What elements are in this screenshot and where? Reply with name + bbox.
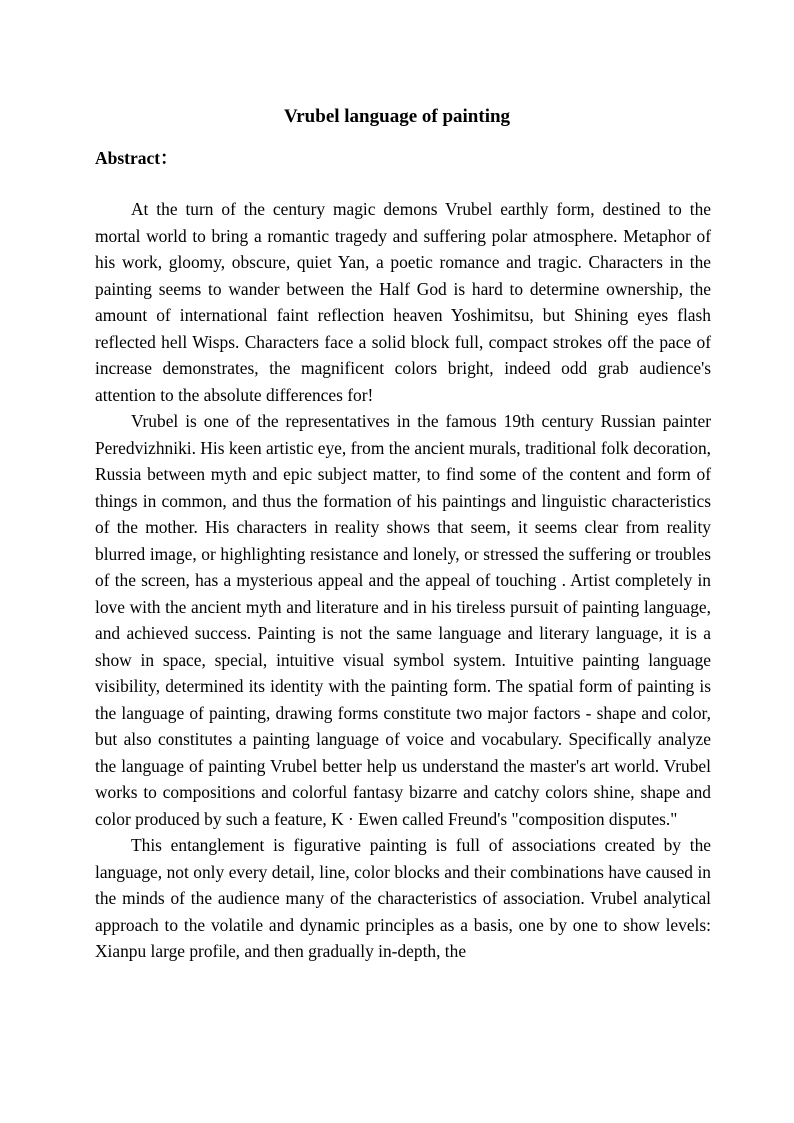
paragraph-2: Vrubel is one of the representatives in the famous 19th century Russian painter Peredvizhniki. His keen artistic eye, from the ancient murals, traditional folk decoration, Russia between myth and epic subject matter, to find some of the content and form of things in common, and thus the formation of his paintings and linguistic characteristics of the mother. His characters in reality shows that seem, it seems clear from reality blurred image, or highlighting resistance and lonely, or stressed the suffering or troubles of the screen, has a mysterious appeal and the appeal of touching . Artist completely in love with the ancient myth and literature and in his tireless pursuit of painting language, and achieved success. Painting is not the same language and literary language, it is a show in space, special, intuitive visual symbol system. Intuitive painting language visibility, determined its identity with the painting form. The spatial form of painting is the language of painting, drawing forms constitute two major factors - shape and color, but also constitutes a painting language of voice and vocabulary. Specifically analyze the language of painting Vrubel better help us understand the master's art world. Vrubel works to compositions and colorful fantasy bizarre and catchy colors shine, shape and color produced by such a feature, K · Ewen called Freund's "composition disputes." — [95, 411, 711, 829]
document-title: Vrubel language of painting — [283, 106, 511, 127]
abstract-heading: Abstract： — [95, 148, 178, 168]
paragraph-1: At the turn of the century magic demons Vrubel earthly form, destined to the mortal world to bring a romantic tragedy and suffering polar atmosphere. Metaphor of his work, gloomy, obscure, quiet Yan, a poetic romance and tragic. Characters in the painting seems to wander between the Half God is hard to determine ownership, the amount of international faint reflection heaven Yoshimitsu, but Shining eyes flash reflected hell Wisps. Characters face a solid block full, compact strokes off the pace of increase demonstrates, the magnificent colors bright, indeed odd grab audience's attention to the absolute differences for! — [95, 199, 711, 405]
abstract-body — [95, 196, 711, 965]
paragraph-3: This entanglement is figurative painting is full of associations created by the language, not only every detail, line, color blocks and their combinations have caused in the minds of the audience many of the characteristics of association. Vrubel analytical approach to the volatile and dynamic principles as a basis, one by one to show levels: Xianpu large profile, and then gradually in-depth, the — [95, 835, 711, 961]
